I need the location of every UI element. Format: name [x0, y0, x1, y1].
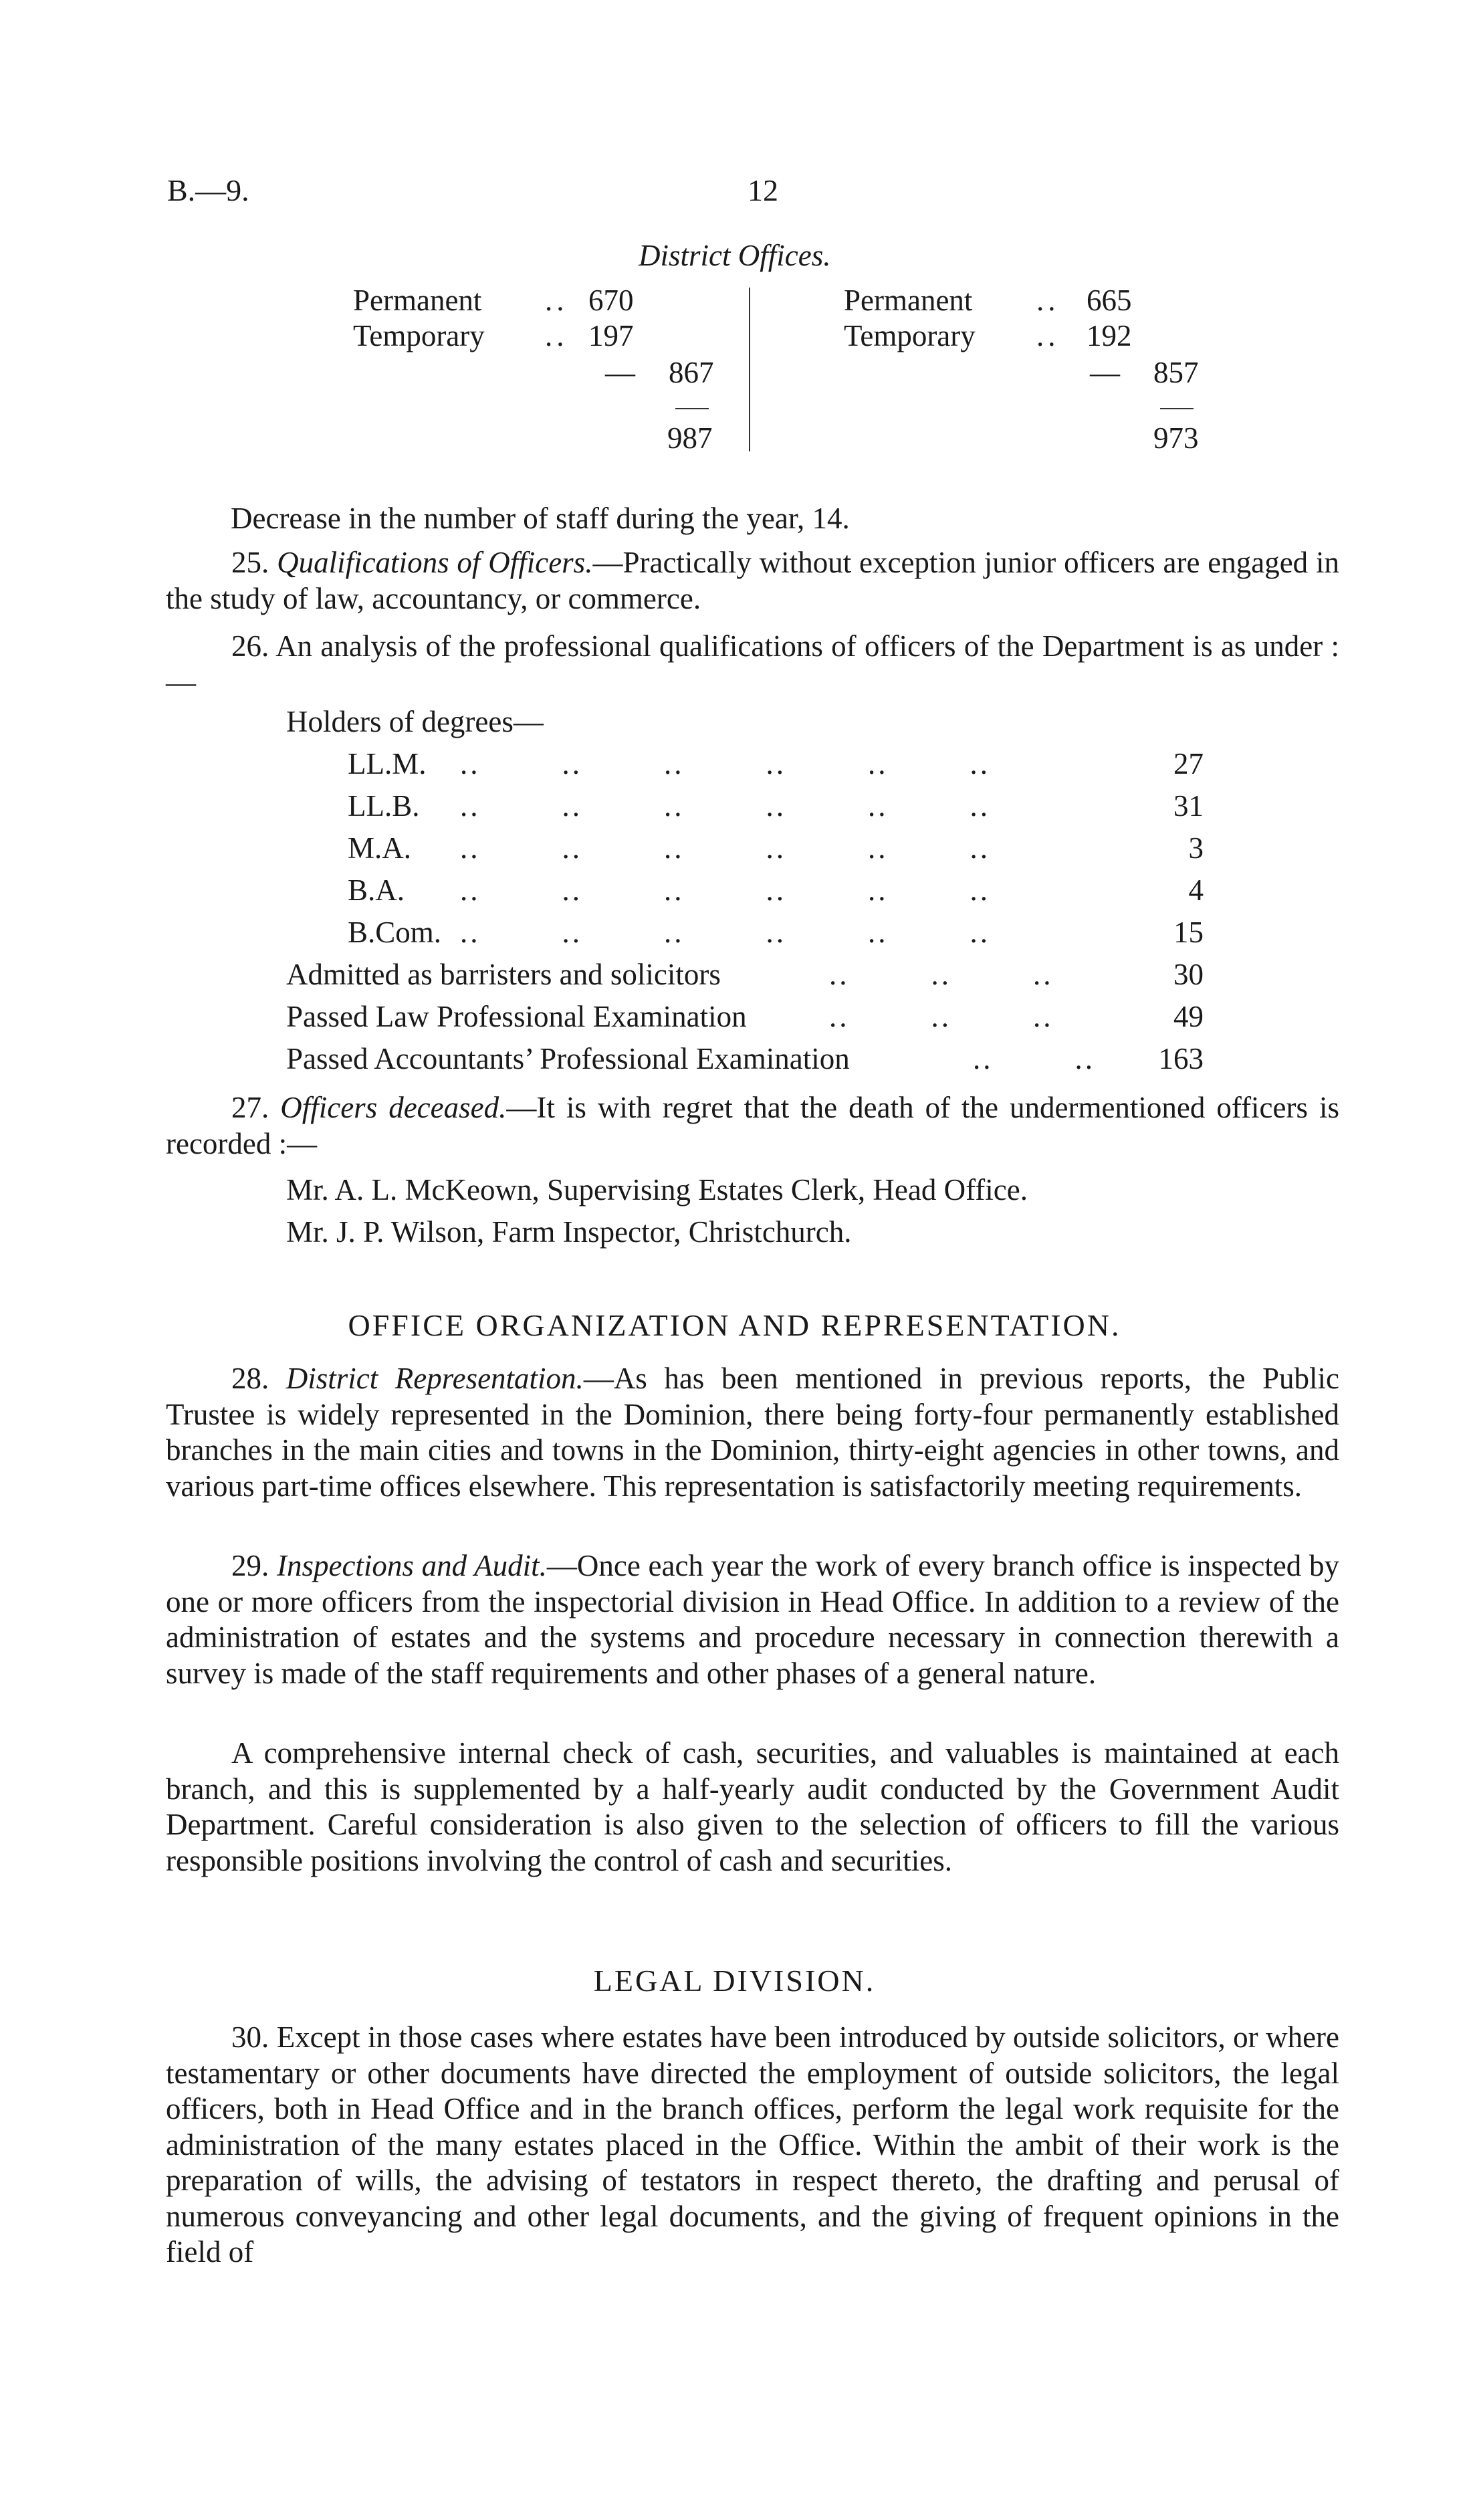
- qualification-count: 49: [1173, 1000, 1204, 1033]
- paragraph-title: Inspections and Audit.: [276, 1549, 547, 1582]
- qualification-count: 163: [1158, 1042, 1204, 1075]
- qualification-label: Passed Law Professional Examination: [286, 1000, 747, 1033]
- degree-count: 3: [1188, 831, 1204, 865]
- table-value: 192: [1087, 319, 1132, 352]
- paragraph-number: 30.: [231, 2020, 269, 2054]
- degree-label: LL.B.: [348, 789, 420, 823]
- table-value: 670: [588, 284, 634, 317]
- table-dots: ..: [545, 284, 568, 317]
- table-caption: District Offices.: [639, 239, 831, 272]
- table-label: Temporary: [844, 319, 976, 352]
- paragraph-29: [166, 1548, 1339, 1691]
- group-label: Holders of degrees—: [286, 705, 544, 738]
- paragraph-28: [166, 1361, 1339, 1504]
- list-dots: .. ..: [973, 1042, 1095, 1075]
- degree-count: 4: [1188, 873, 1204, 907]
- total-rule: [675, 408, 709, 409]
- degree-label: B.A.: [348, 873, 405, 907]
- paragraph-text: —Practically without exception junior officers are engaged in the study of law, accountancy, or commerce.: [166, 546, 1339, 615]
- section-heading: OFFICE ORGANIZATION AND REPRESENTATION.: [348, 1308, 1121, 1342]
- paragraph-27: [166, 1090, 1339, 1162]
- report-code: B.—9.: [167, 173, 249, 207]
- paragraph-title: District Representation.: [286, 1362, 584, 1395]
- table-value: 665: [1087, 284, 1132, 317]
- list-dots: .. .. .. .. .. ..: [460, 831, 990, 865]
- qualification-label: Admitted as barristers and solicitors: [286, 958, 721, 991]
- page-number: 12: [748, 173, 778, 207]
- table-label: Temporary: [353, 319, 485, 352]
- paragraph-30: [166, 2020, 1339, 2271]
- paragraph-29-continued: A comprehensive internal check of cash, securities, and valuables is maintained at each branch, and this is supplemented by a half-yearly audit conducted by the Government Audit Department. Careful consideration is also given to the selection of officers to fill the various responsible positions involving the control of cash and securities.: [166, 1736, 1339, 1877]
- table-divider: [749, 288, 750, 451]
- degree-count: 15: [1173, 916, 1204, 949]
- table-dots: ..: [1036, 284, 1060, 317]
- degree-count: 27: [1173, 747, 1204, 780]
- deceased-officer: Mr. J. P. Wilson, Farm Inspector, Christchurch.: [286, 1215, 852, 1249]
- list-dots: .. .. .. .. .. ..: [460, 789, 990, 823]
- list-dots: .. .. ..: [829, 1000, 1054, 1033]
- decrease-note: Decrease in the number of staff during the year, 14.: [231, 502, 850, 535]
- table-total: 973: [1153, 421, 1199, 455]
- qualification-count: 30: [1173, 958, 1204, 991]
- subtotal-dash: —: [1090, 356, 1120, 389]
- paragraph-number: 28.: [231, 1362, 269, 1395]
- paragraph-text: An analysis of the professional qualifications of officers of the Department is as under :—: [166, 629, 1339, 699]
- paragraph-title: Qualifications of Officers.: [277, 546, 593, 579]
- table-subtotal: 857: [1153, 356, 1199, 389]
- list-dots: .. .. .. .. .. ..: [460, 916, 990, 949]
- paragraph-text: —It is with regret that the death of the undermentioned officers is recorded :—: [166, 1091, 1339, 1160]
- list-dots: .. .. ..: [829, 958, 1054, 991]
- deceased-officer: Mr. A. L. McKeown, Supervising Estates Clerk, Head Office.: [286, 1173, 1028, 1206]
- paragraph-26: [166, 629, 1339, 700]
- paragraph-number: 26.: [231, 629, 269, 663]
- table-dots: ..: [1036, 319, 1060, 352]
- list-dots: .. .. .. .. .. ..: [460, 747, 990, 780]
- table-dots: ..: [545, 319, 568, 352]
- paragraph-text: —As has been mentioned in previous reports, the Public Trustee is widely represented in the Dominion, there being forty-four permanently established branches in the main cities and towns in the Dominion, thirty-eight agencies in other towns, and various part-time offices elsewhere. This representation is satisfactorily meeting requirements.: [166, 1362, 1339, 1503]
- table-label: Permanent: [844, 284, 973, 317]
- table-subtotal: 867: [669, 356, 714, 389]
- paragraph-number: 27.: [231, 1091, 269, 1124]
- section-heading: LEGAL DIVISION.: [593, 1964, 876, 1998]
- paragraph-text: Except in those cases where estates have been introduced by outside solicitors, or where testamentary or other documents have directed the employment of outside solicitors, the legal officers, both in Head Office and in the branch offices, perform the legal work requisite for the administration of the many estates placed in the Office. Within the ambit of their work is the preparation of wills, the advising of testators in respect thereto, the drafting and perusal of numerous conveyancing and other legal documents, and the giving of frequent opinions in the field of: [166, 2020, 1339, 2269]
- paragraph-title: Officers deceased.: [280, 1091, 507, 1124]
- degree-count: 31: [1173, 789, 1204, 823]
- degree-label: M.A.: [348, 831, 412, 865]
- subtotal-dash: —: [605, 356, 635, 389]
- paragraph-number: 29.: [231, 1549, 269, 1582]
- paragraph-25: [166, 545, 1339, 617]
- table-label: Permanent: [353, 284, 482, 317]
- paragraph-text: —Once each year the work of every branch office is inspected by one or more officers from the inspectorial division in Head Office. In addition to a review of the administration of estates and the systems and procedure necessary in connection therewith a survey is made of the staff requirements and other phases of a general nature.: [166, 1549, 1340, 1690]
- table-total: 987: [667, 421, 713, 455]
- degree-label: LL.M.: [348, 747, 427, 780]
- list-dots: .. .. .. .. .. ..: [460, 873, 990, 907]
- total-rule: [1160, 408, 1194, 409]
- table-value: 197: [588, 319, 634, 352]
- paragraph-number: 25.: [231, 546, 269, 579]
- qualification-label: Passed Accountants’ Professional Examination: [286, 1042, 850, 1075]
- degree-label: B.Com.: [348, 916, 442, 949]
